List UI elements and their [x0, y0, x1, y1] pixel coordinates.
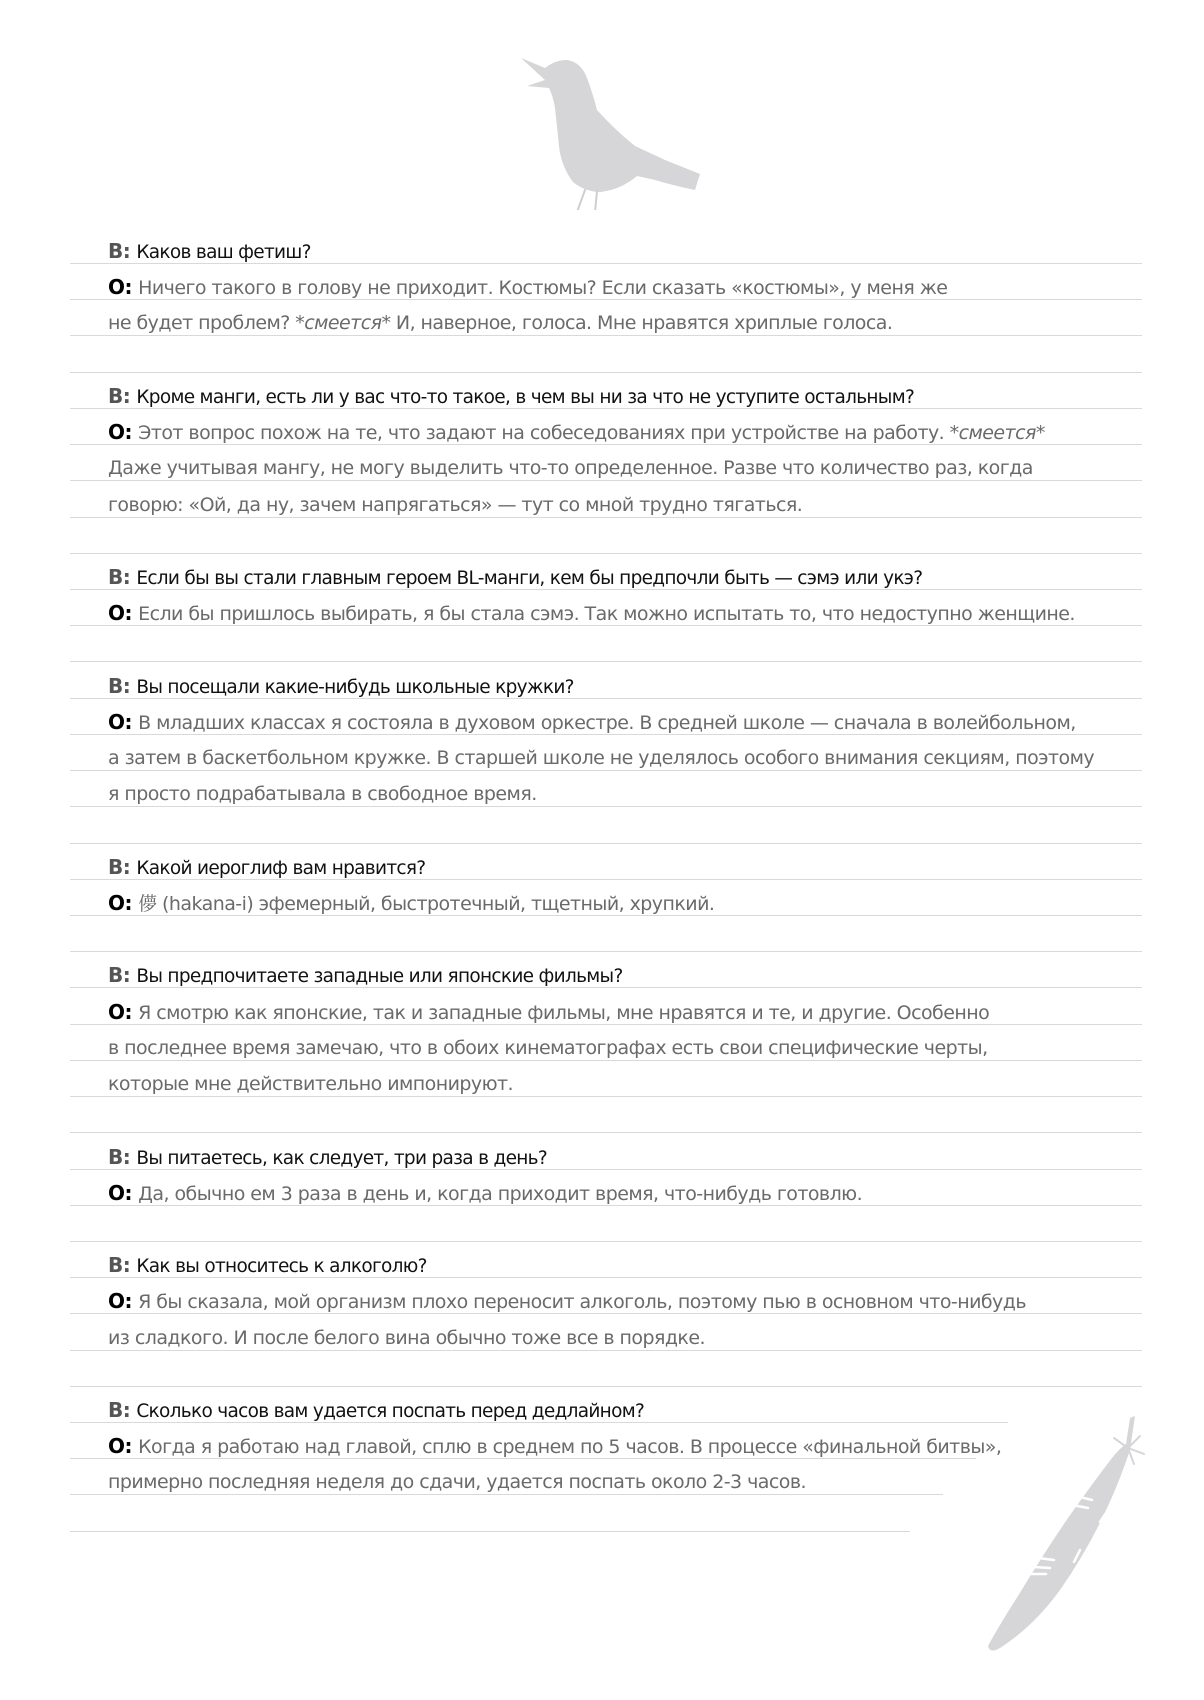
answer-line: [108, 782, 537, 806]
answer-prefix: О:: [108, 891, 133, 915]
answer-text: не будет проблем?: [108, 312, 296, 334]
ruled-line: [70, 263, 1142, 264]
answer-text: из сладкого. И после белого вина обычно тоже все в порядке.: [108, 1327, 705, 1349]
answer-line: [108, 493, 802, 517]
question: [108, 1145, 547, 1169]
answer-line: [108, 1181, 862, 1205]
ruled-line: [70, 915, 1142, 916]
answer-text: В младших классах я состояла в духовом оркестре. В средней школе — сначала в волейбольном,: [138, 712, 1076, 734]
question: [108, 239, 311, 263]
ruled-line: [70, 1024, 1142, 1025]
ruled-line: [70, 299, 1142, 300]
ruled-line: [70, 1422, 1008, 1423]
ruled-line: [70, 1277, 1142, 1278]
answer-text: я просто подрабатывала в свободное время.: [108, 783, 537, 805]
answer-text: И, наверное, голоса. Мне нравятся хриплые голоса.: [390, 312, 893, 334]
question-text: Какой иероглиф вам нравится?: [136, 858, 426, 879]
question-text: Если бы вы стали главным героем BL-манги, кем бы предпочли быть — сэмэ или укэ?: [136, 568, 923, 589]
ruled-line: [70, 806, 1142, 807]
question-prefix: В:: [108, 239, 131, 263]
answer-prefix: О:: [108, 710, 133, 734]
answer-text: 儚 (hakana-i) эфемерный, быстротечный, тщетный, хрупкий.: [138, 893, 715, 915]
question-text: Вы посещали какие-нибудь школьные кружки?: [136, 677, 574, 698]
answer-line: [108, 1434, 1001, 1458]
ruled-line: [70, 987, 1142, 988]
answer-line: [108, 1072, 513, 1096]
ruled-line: [70, 1494, 943, 1495]
ruled-line: [70, 879, 1142, 880]
answer-prefix: О:: [108, 1000, 133, 1024]
question-text: Вы питаетесь, как следует, три раза в день?: [136, 1148, 547, 1169]
question-prefix: В:: [108, 1145, 131, 1169]
answer-line: [108, 1289, 1026, 1313]
laugh-note: *смеется*: [949, 422, 1045, 444]
answer-text: в последнее время замечаю, что в обоих кинематографах есть свои специфические черты,: [108, 1037, 988, 1059]
answer-prefix: О:: [108, 601, 133, 625]
answer-line: [108, 601, 1075, 625]
ruled-line: [70, 517, 1142, 518]
ruled-line: [70, 1458, 976, 1459]
question: [108, 963, 623, 987]
answer-text: Я смотрю как японские, так и западные фильмы, мне нравятся и те, и другие. Особенно: [138, 1002, 990, 1024]
answer-prefix: О:: [108, 1181, 133, 1205]
question-text: Сколько часов вам удается поспать перед дедлайном?: [136, 1401, 645, 1422]
answer-prefix: О:: [108, 275, 133, 299]
answer-text: которые мне действительно импонируют.: [108, 1073, 514, 1095]
ruled-line: [70, 1205, 1142, 1206]
question-prefix: В:: [108, 963, 131, 987]
ruled-line: [70, 1350, 1142, 1351]
ruled-line: [70, 770, 1142, 771]
ruled-line: [70, 372, 1142, 373]
answer-line: [108, 1470, 806, 1494]
answer-line: [108, 1036, 988, 1060]
answer-text: Ничего такого в голову не приходит. Костюмы? Если сказать «костюмы», у меня же: [138, 277, 948, 299]
question-prefix: В:: [108, 384, 131, 408]
ruled-line: [70, 444, 1142, 445]
question-text: Каков ваш фетиш?: [136, 242, 311, 263]
ruled-line: [70, 625, 1142, 626]
answer-line: [108, 420, 1045, 444]
question-prefix: В:: [108, 674, 131, 698]
laugh-note: *смеется*: [295, 312, 391, 334]
ruled-line: [70, 1531, 910, 1532]
answer-text: Этот вопрос похож на те, что задают на собеседованиях при устройстве на работу.: [138, 422, 950, 444]
feather-icon: [980, 1410, 1155, 1660]
answer-text: Когда я работаю над главой, сплю в среднем по 5 часов. В процессе «финальной битвы»,: [138, 1436, 1002, 1458]
question-prefix: В:: [108, 855, 131, 879]
answer-text: примерно последняя неделя до сдачи, удается поспать около 2-3 часов.: [108, 1471, 806, 1493]
ruled-line: [70, 1313, 1142, 1314]
answer-line: [108, 710, 1076, 734]
question-text: Как вы относитесь к алкоголю?: [136, 1256, 427, 1277]
ruled-line: [70, 1096, 1142, 1097]
answer-line: [108, 891, 714, 915]
answer-prefix: О:: [108, 1289, 133, 1313]
ruled-line: [70, 1132, 1142, 1133]
answer-line: [108, 275, 947, 299]
answer-line: [108, 311, 892, 335]
question-prefix: В:: [108, 565, 131, 589]
answer-text: Даже учитывая мангу, не могу выделить что-то определенное. Разве что количество раз, когда: [108, 457, 1033, 479]
ruled-line: [70, 843, 1142, 844]
ruled-line: [70, 951, 1142, 952]
answer-line: [108, 1326, 705, 1350]
question: [108, 1398, 644, 1422]
ruled-line: [70, 734, 1142, 735]
ruled-line: [70, 480, 1142, 481]
ruled-line: [70, 408, 1142, 409]
answer-prefix: О:: [108, 420, 133, 444]
answer-prefix: О:: [108, 1434, 133, 1458]
question-text: Кроме манги, есть ли у вас что-то такое, в чем вы ни за что не уступите остальным?: [136, 387, 915, 408]
question-prefix: В:: [108, 1398, 131, 1422]
ruled-line: [70, 1060, 1142, 1061]
ruled-line: [70, 1169, 1142, 1170]
ruled-line: [70, 1386, 1142, 1387]
bird-silhouette-icon: [515, 50, 720, 210]
answer-text: говорю: «Ой, да ну, зачем напрягаться» — тут со мной трудно тягаться.: [108, 494, 803, 516]
ruled-line: [70, 698, 1142, 699]
ruled-line: [70, 553, 1142, 554]
question-prefix: В:: [108, 1253, 131, 1277]
question-text: Вы предпочитаете западные или японские фильмы?: [136, 966, 623, 987]
ruled-line: [70, 335, 1142, 336]
question: [108, 1253, 427, 1277]
answer-text: Я бы сказала, мой организм плохо переносит алкоголь, поэтому пью в основном что-нибудь: [138, 1291, 1026, 1313]
answer-line: [108, 746, 1094, 770]
answer-text: Если бы пришлось выбирать, я бы стала сэмэ. Так можно испытать то, что недоступно женщине.: [138, 603, 1075, 625]
question: [108, 565, 922, 589]
ruled-line: [70, 1241, 1142, 1242]
ruled-line: [70, 661, 1142, 662]
question: [108, 674, 574, 698]
question: [108, 384, 914, 408]
answer-line: [108, 1000, 989, 1024]
answer-line: [108, 456, 1033, 480]
question: [108, 855, 425, 879]
answer-text: а затем в баскетбольном кружке. В старшей школе не уделялось особого внимания секциям, поэтому: [108, 747, 1095, 769]
answer-text: Да, обычно ем 3 раза в день и, когда приходит время, что-нибудь готовлю.: [138, 1183, 863, 1205]
ruled-line: [70, 589, 1142, 590]
